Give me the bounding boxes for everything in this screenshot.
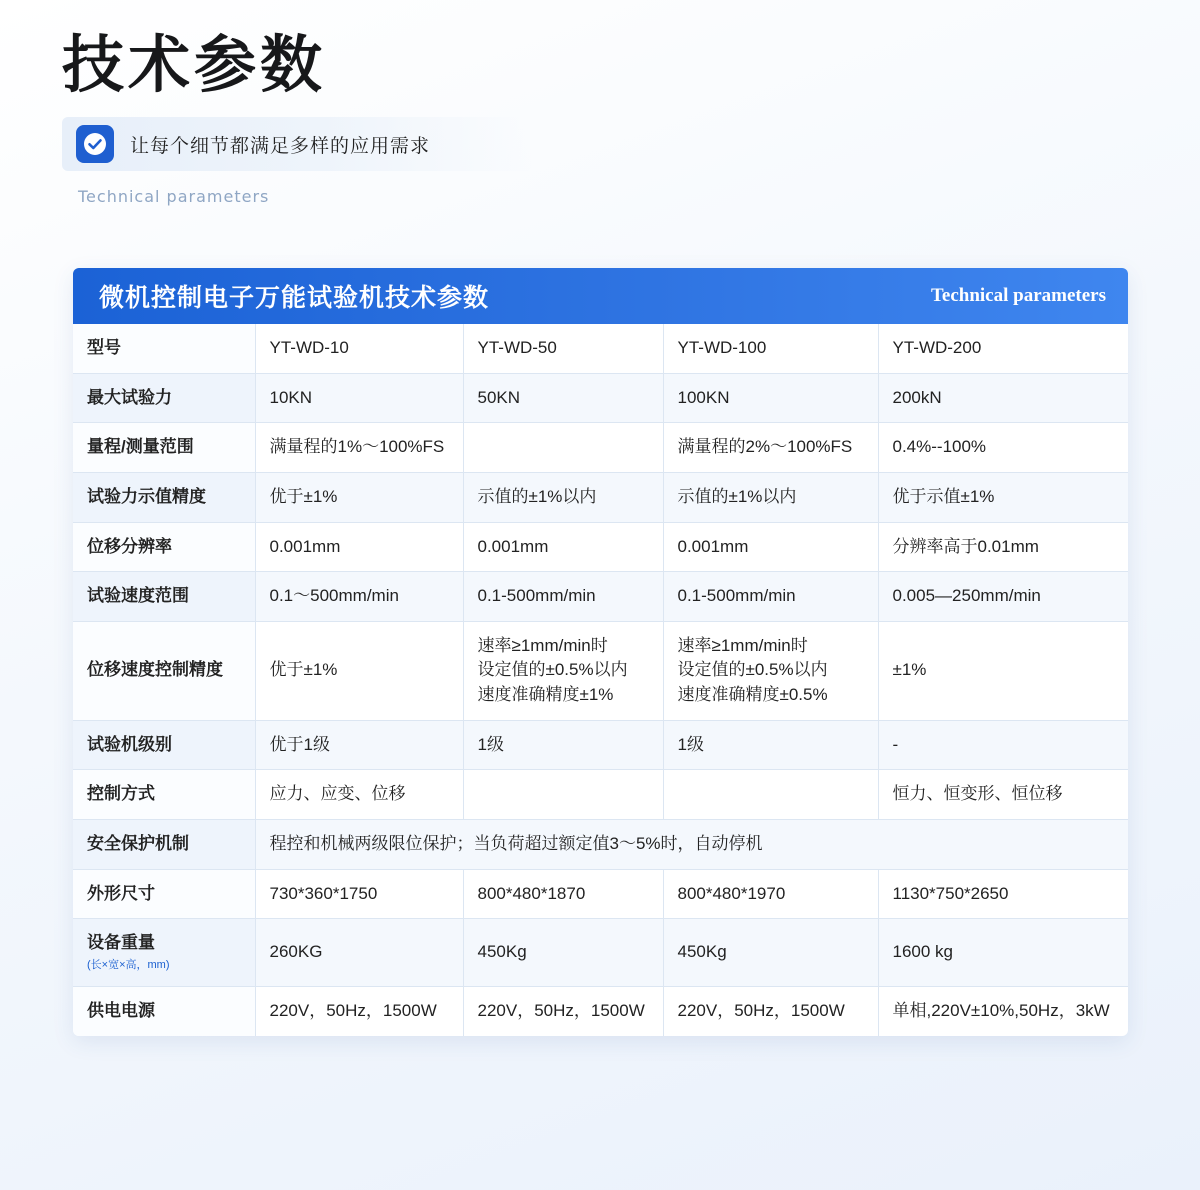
table-cell: YT-WD-200 bbox=[878, 324, 1128, 373]
table-row bbox=[73, 621, 1128, 720]
table-cell: 优于示值±1% bbox=[878, 472, 1128, 522]
table-cell: 0.001mm bbox=[463, 522, 663, 572]
table-cell: 1130*750*2650 bbox=[878, 869, 1128, 919]
row-label: 位移速度控制精度 bbox=[73, 621, 255, 720]
table-row bbox=[73, 572, 1128, 622]
table-row bbox=[73, 324, 1128, 373]
table-cell bbox=[663, 770, 878, 820]
row-label: 位移分辨率 bbox=[73, 522, 255, 572]
english-subtitle: Technical parameters bbox=[78, 187, 270, 207]
table-cell: 50KN bbox=[463, 373, 663, 423]
table-cell: 0.1-500mm/min bbox=[663, 572, 878, 622]
row-label-sub: (长×宽×高，mm) bbox=[87, 958, 170, 971]
table-cell: 优于1级 bbox=[255, 720, 463, 770]
table-cell: 程控和机械两级限位保护；当负荷超过额定值3～5%时，自动停机 bbox=[255, 820, 1128, 870]
table-cell: 100KN bbox=[663, 373, 878, 423]
check-circle-icon bbox=[76, 125, 114, 163]
table-cell: 450Kg bbox=[463, 919, 663, 987]
table-row bbox=[73, 869, 1128, 919]
table-cell: 速率≥1mm/min时 设定值的±0.5%以内 速度准确精度±0.5% bbox=[663, 621, 878, 720]
table-row bbox=[73, 423, 1128, 473]
table-cell bbox=[463, 770, 663, 820]
spec-table bbox=[73, 324, 1128, 1036]
row-label: 试验机级别 bbox=[73, 720, 255, 770]
row-label: 控制方式 bbox=[73, 770, 255, 820]
table-cell: YT-WD-10 bbox=[255, 324, 463, 373]
subtitle-banner bbox=[62, 117, 532, 171]
spec-table-card bbox=[73, 268, 1128, 1036]
table-cell: 示值的±1%以内 bbox=[663, 472, 878, 522]
table-cell: 1级 bbox=[663, 720, 878, 770]
spec-table-title-cn: 微机控制电子万能试验机技术参数 bbox=[99, 284, 490, 312]
row-label: 设备重量 (长×宽×高，mm) bbox=[73, 919, 255, 987]
row-label: 试验力示值精度 bbox=[73, 472, 255, 522]
row-label: 型号 bbox=[73, 324, 255, 373]
table-cell: 分辨率高于0.01mm bbox=[878, 522, 1128, 572]
row-label: 量程/测量范围 bbox=[73, 423, 255, 473]
table-cell: 满量程的1%～100%FS bbox=[255, 423, 463, 473]
table-cell: YT-WD-50 bbox=[463, 324, 663, 373]
table-cell: 单相,220V±10%,50Hz，3kW bbox=[892, 1000, 1110, 1020]
table-cell: 0.1-500mm/min bbox=[463, 572, 663, 622]
row-label: 试验速度范围 bbox=[73, 572, 255, 622]
table-cell: 220V，50Hz，1500W bbox=[663, 986, 878, 1035]
table-cell: 800*480*1970 bbox=[663, 869, 878, 919]
row-label: 安全保护机制 bbox=[73, 820, 255, 870]
table-cell: - bbox=[878, 720, 1128, 770]
table-cell: 0.4%--100% bbox=[878, 423, 1128, 473]
table-cell: 200kN bbox=[878, 373, 1128, 423]
spec-table-title-en: Technical parameters bbox=[930, 285, 1106, 306]
table-cell: YT-WD-100 bbox=[663, 324, 878, 373]
table-cell: 示值的±1%以内 bbox=[463, 472, 663, 522]
table-cell: 450Kg bbox=[663, 919, 878, 987]
table-cell: 1级 bbox=[463, 720, 663, 770]
table-cell bbox=[463, 423, 663, 473]
table-cell: 0.001mm bbox=[663, 522, 878, 572]
table-row bbox=[73, 522, 1128, 572]
subtitle-text: 让每个细节都满足多样的应用需求 bbox=[130, 135, 431, 157]
table-row bbox=[73, 919, 1128, 987]
table-row bbox=[73, 720, 1128, 770]
table-cell: 10KN bbox=[255, 373, 463, 423]
page-header bbox=[0, 0, 1200, 206]
table-cell: 优于±1% bbox=[255, 621, 463, 720]
table-row bbox=[73, 770, 1128, 820]
row-label: 最大试验力 bbox=[73, 373, 255, 423]
table-cell: 0.001mm bbox=[255, 522, 463, 572]
page-title: 技术参数 bbox=[62, 31, 327, 100]
table-cell: 260KG bbox=[255, 919, 463, 987]
spec-table-header bbox=[73, 268, 1128, 324]
row-label: 外形尺寸 bbox=[73, 869, 255, 919]
table-cell: 应力、应变、位移 bbox=[255, 770, 463, 820]
table-cell: 220V，50Hz，1500W bbox=[463, 986, 663, 1035]
table-cell: 0.005—250mm/min bbox=[878, 572, 1128, 622]
table-cell: 恒力、恒变形、恒位移 bbox=[878, 770, 1128, 820]
table-cell: 1600 kg bbox=[878, 919, 1128, 987]
table-cell: 满量程的2%～100%FS bbox=[663, 423, 878, 473]
table-cell: 优于±1% bbox=[255, 472, 463, 522]
table-cell: 速率≥1mm/min时 设定值的±0.5%以内 速度准确精度±1% bbox=[463, 621, 663, 720]
table-cell: 730*360*1750 bbox=[255, 869, 463, 919]
table-cell: ±1% bbox=[878, 621, 1128, 720]
table-row bbox=[73, 472, 1128, 522]
table-row bbox=[73, 986, 1128, 1035]
table-cell: 0.1～500mm/min bbox=[255, 572, 463, 622]
table-row bbox=[73, 820, 1128, 870]
table-cell: 800*480*1870 bbox=[463, 869, 663, 919]
row-label: 供电电源 bbox=[73, 986, 255, 1035]
table-row bbox=[73, 373, 1128, 423]
table-cell: 220V，50Hz，1500W bbox=[255, 986, 463, 1035]
